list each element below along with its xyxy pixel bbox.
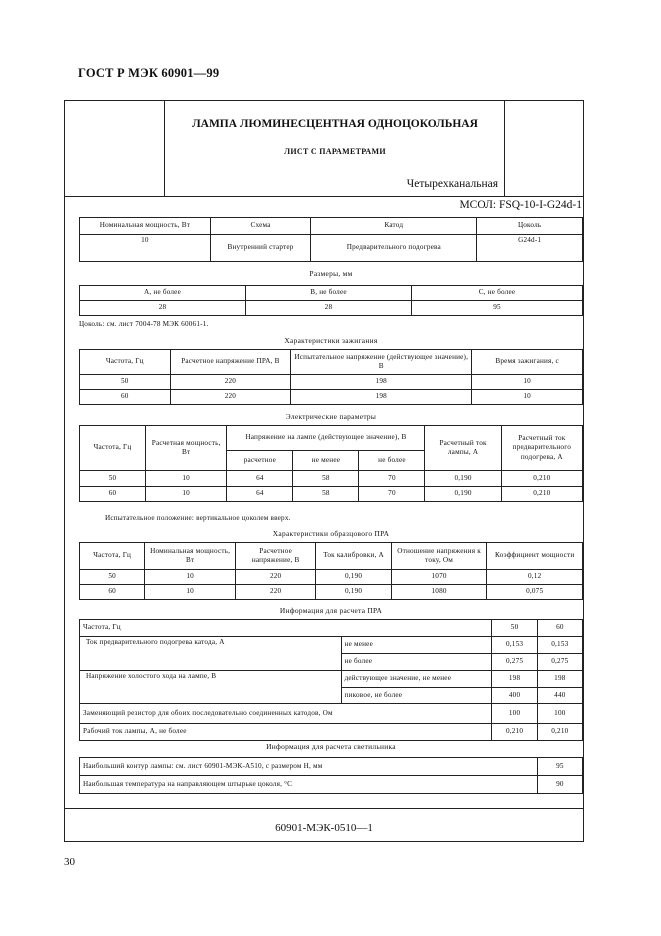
table-cell: 220 <box>235 570 315 585</box>
el-header-voltage: Напряжение на лампе (действующее значение), В <box>227 426 425 451</box>
table-cell: 0,190 <box>316 585 391 600</box>
table-cell: 50 <box>80 471 146 487</box>
dim-c-value: 95 <box>411 301 582 316</box>
title-divider-bottom <box>64 196 584 197</box>
table-cell: 100 <box>537 704 582 724</box>
dims-table <box>79 285 583 316</box>
table-cell: 64 <box>227 487 293 502</box>
calc-freq-label: Частота, Гц <box>80 620 492 637</box>
table-cell: 220 <box>170 390 291 405</box>
calc-preheat-min: не менее <box>341 637 492 654</box>
bal-header-voltage: Расчетное напряжение, В <box>235 543 315 570</box>
table-cell: 50 <box>492 620 537 637</box>
el-header-preheat: Расчетный ток предварительного подогрева, А <box>501 426 582 471</box>
header-cathode: Катод <box>311 218 477 235</box>
bal-header-ratio: Отношение напряжения к току, Ом <box>391 543 487 570</box>
table-cell: 0,275 <box>492 654 537 671</box>
table-cell: 58 <box>293 471 359 487</box>
table-cell: 0,190 <box>425 487 501 502</box>
calc-open-rms: действующее значение, не менее <box>341 671 492 688</box>
base-note: Цоколь: см. лист 7004-78 МЭК 60061-1. <box>79 320 209 328</box>
footer-divider <box>64 808 584 809</box>
header-power: Номинальная мощность, Вт <box>80 218 211 235</box>
table-cell: 70 <box>359 471 425 487</box>
el-header-max: не более <box>359 451 425 471</box>
value-cathode: Предварительного подогрева <box>311 235 477 262</box>
table-cell: 400 <box>492 688 537 704</box>
lum-contour-value: 95 <box>537 758 582 776</box>
table-cell: 0,210 <box>492 724 537 741</box>
table-cell: 100 <box>492 704 537 724</box>
lum-temp-value: 90 <box>537 776 582 794</box>
el-header-current: Расчетный ток лампы, А <box>425 426 501 471</box>
test-position-note: Испытательное положение: вертикальное цоколем вверх. <box>105 514 291 522</box>
value-scheme: Внутренний стартер <box>210 235 311 262</box>
table-cell: 0,153 <box>492 637 537 654</box>
dim-c-header: C, не более <box>411 286 582 301</box>
document-header: ГОСТ Р МЭК 60901—99 <box>78 66 220 80</box>
lum-contour-label: Наибольший контур лампы: см. лист 60901-МЭК-А510, с размером H, мм <box>80 758 538 776</box>
calc-table <box>79 619 583 741</box>
table-cell: 1080 <box>391 585 487 600</box>
lamp-designation: МСОЛ: FSQ-10-I-G24d-1 <box>459 199 582 211</box>
ign-header-voltage: Расчетное напряжение ПРА, В <box>170 350 291 375</box>
channel-type: Четырехканальная <box>406 178 498 190</box>
table-cell: 220 <box>170 375 291 390</box>
table-cell: 1070 <box>391 570 487 585</box>
sheet-subtitle: ЛИСТ С ПАРАМЕТРАМИ <box>284 147 386 156</box>
bal-header-pf: Коэффициент мощности <box>487 543 583 570</box>
sheet-title: ЛАМПА ЛЮМИНЕСЦЕНТНАЯ ОДНОЦОКОЛЬНАЯ <box>192 118 478 130</box>
page-number: 30 <box>64 856 75 868</box>
table-cell: 198 <box>291 375 472 390</box>
table-cell: 0,12 <box>487 570 583 585</box>
electrical-caption: Электрические параметры <box>285 412 377 421</box>
el-header-freq: Частота, Гц <box>80 426 146 471</box>
table-cell: 440 <box>537 688 582 704</box>
bal-header-power: Номинальная мощность, Вт <box>145 543 236 570</box>
bal-header-freq: Частота, Гц <box>80 543 145 570</box>
table-cell: 10 <box>472 390 583 405</box>
main-table <box>79 217 583 262</box>
table-cell: 10 <box>472 375 583 390</box>
table-cell: 50 <box>80 375 171 390</box>
table-cell: 0,210 <box>501 471 582 487</box>
ballast-caption: Характеристики образцового ПРА <box>272 529 390 538</box>
header-scheme: Схема <box>210 218 311 235</box>
calc-preheat-max: не более <box>341 654 492 671</box>
lum-caption: Информация для расчета светильника <box>266 742 396 751</box>
value-base: G24d-1 <box>477 235 583 262</box>
calc-preheat-label: Ток предварительного подогрева катода, А <box>80 637 342 671</box>
electrical-table <box>79 425 583 502</box>
ign-header-freq: Частота, Гц <box>80 350 171 375</box>
table-cell: 0,190 <box>316 570 391 585</box>
table-cell: 60 <box>80 390 171 405</box>
lum-temp-label: Наибольшая температура на направляющем штырьке цоколя, °С <box>80 776 538 794</box>
el-header-power: Расчетная мощность, Вт <box>146 426 227 471</box>
ignition-caption: Характеристики зажигания <box>284 336 378 345</box>
el-header-min: не менее <box>293 451 359 471</box>
table-cell: 64 <box>227 471 293 487</box>
table-cell: 10 <box>145 570 236 585</box>
sheet-code: 60901-МЭК-0510—1 <box>275 822 373 834</box>
ign-header-time: Время зажигания, с <box>472 350 583 375</box>
table-cell: 0,075 <box>487 585 583 600</box>
table-cell: 0,210 <box>537 724 582 741</box>
table-cell: 0,275 <box>537 654 582 671</box>
ign-header-test: Испытательное напряжение (действующее значение), В <box>291 350 472 375</box>
table-cell: 0,153 <box>537 637 582 654</box>
ballast-table <box>79 542 583 600</box>
table-cell: 0,190 <box>425 471 501 487</box>
table-cell: 60 <box>537 620 582 637</box>
header-base: Цоколь <box>477 218 583 235</box>
table-cell: 10 <box>146 471 227 487</box>
lum-table <box>79 757 583 794</box>
table-cell: 220 <box>235 585 315 600</box>
dim-b-value: 28 <box>245 301 411 316</box>
table-cell: 198 <box>537 671 582 688</box>
table-cell: 198 <box>291 390 472 405</box>
dims-caption: Размеры, мм <box>309 269 353 278</box>
table-cell: 10 <box>145 585 236 600</box>
bal-header-calibration: Ток калибровки, А <box>316 543 391 570</box>
dim-a-header: A, не более <box>80 286 246 301</box>
value-power: 10 <box>80 235 211 262</box>
table-cell: 198 <box>492 671 537 688</box>
el-header-rated: расчетное <box>227 451 293 471</box>
calc-open-label: Напряжение холостого хода на лампе, В <box>80 671 342 704</box>
calc-resistor-label: Заменяющий резистор для обоих последовательно соединенных катодов, Ом <box>80 704 492 724</box>
ignition-table <box>79 349 583 405</box>
table-cell: 0,210 <box>501 487 582 502</box>
table-cell: 10 <box>146 487 227 502</box>
table-cell: 50 <box>80 570 145 585</box>
dim-b-header: B, не более <box>245 286 411 301</box>
table-cell: 70 <box>359 487 425 502</box>
calc-work-label: Рабочий ток лампы, А, не более <box>80 724 492 741</box>
dim-a-value: 28 <box>80 301 246 316</box>
calc-caption: Информация для расчета ПРА <box>279 606 383 615</box>
calc-open-peak: пиковое, не более <box>341 688 492 704</box>
table-cell: 58 <box>293 487 359 502</box>
table-cell: 60 <box>80 585 145 600</box>
table-cell: 60 <box>80 487 146 502</box>
